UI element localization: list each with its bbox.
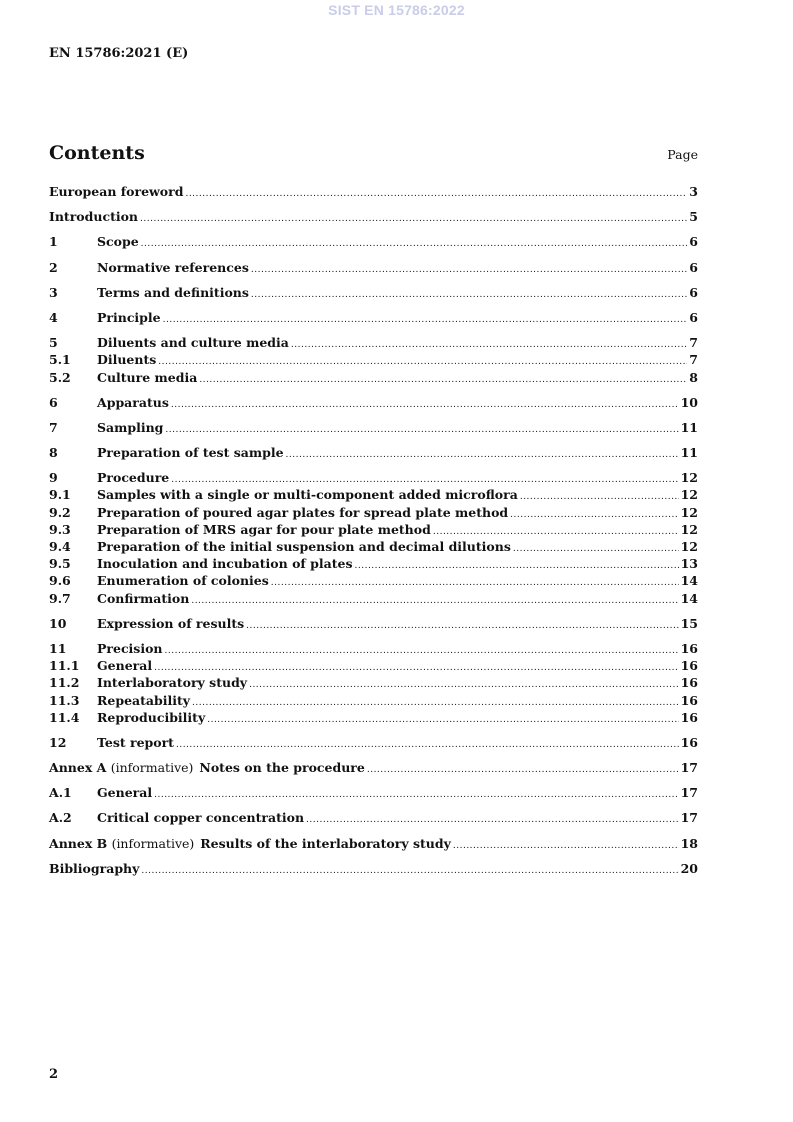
toc-entry-page: 7 xyxy=(689,352,698,368)
toc-entry-number: 9.2 xyxy=(49,504,71,520)
toc-entry[interactable] xyxy=(49,419,698,436)
toc-entry[interactable] xyxy=(49,284,698,301)
table-of-contents xyxy=(49,183,698,877)
toc-entry-number: 9.4 xyxy=(49,539,71,554)
toc-entry-page: 3 xyxy=(689,184,698,199)
toc-entry-page: 15 xyxy=(680,615,698,631)
toc-entry-page: 16 xyxy=(680,675,698,691)
dot-leader xyxy=(520,489,679,506)
dot-leader xyxy=(185,186,687,203)
page-number: 2 xyxy=(49,1067,59,1082)
toc-entry-title: Enumeration of colonies xyxy=(97,573,269,589)
toc-entry-page: 12 xyxy=(680,521,698,537)
toc-entry[interactable] xyxy=(49,504,698,521)
toc-entry-title: Inoculation and incubation of plates xyxy=(97,556,353,572)
toc-entry-title: Diluents and culture media xyxy=(97,335,289,351)
toc-entry-title: Samples with a single or multi-component added microflora xyxy=(97,487,518,503)
dot-leader xyxy=(158,354,687,371)
toc-entry[interactable] xyxy=(49,657,698,674)
dot-leader xyxy=(271,575,679,592)
dot-leader xyxy=(154,787,678,804)
toc-entry-page: 6 xyxy=(689,259,698,275)
toc-entry-page: 16 xyxy=(680,734,698,750)
dot-leader xyxy=(176,737,679,754)
toc-entry-page: 16 xyxy=(680,658,698,674)
dot-leader xyxy=(171,397,679,414)
annex-label: Annex B xyxy=(49,835,108,851)
toc-entry-title: Reproducibility xyxy=(97,709,206,725)
toc-entry-number: 5.2 xyxy=(49,369,71,385)
toc-entry-number: 6 xyxy=(49,394,58,410)
toc-entry-page: 17 xyxy=(680,785,698,801)
toc-entry-number: 8 xyxy=(49,445,58,461)
toc-entry-page: 6 xyxy=(689,284,698,300)
toc-entry-page: 12 xyxy=(680,487,698,503)
toc-entry-page: 11 xyxy=(680,419,698,435)
toc-annex-entry[interactable] xyxy=(49,835,698,852)
toc-entry-title: Scope xyxy=(97,234,139,250)
toc-entry-page: 16 xyxy=(680,692,698,708)
toc-entry[interactable] xyxy=(49,692,698,709)
toc-entry-title: Results of the interlaboratory study xyxy=(200,835,451,851)
dot-leader xyxy=(192,695,679,712)
dot-leader xyxy=(286,447,679,464)
toc-entry-page: 10 xyxy=(680,394,698,410)
toc-entry[interactable] xyxy=(49,351,698,368)
toc-entry-number: 10 xyxy=(49,615,67,631)
toc-entry[interactable] xyxy=(49,183,698,200)
toc-entry-title: Interlaboratory study xyxy=(97,675,248,691)
dot-leader xyxy=(510,507,678,524)
toc-entry-number: 9 xyxy=(49,470,58,486)
toc-entry-number: 9.6 xyxy=(49,573,71,589)
toc-entry[interactable] xyxy=(49,394,698,411)
dot-leader xyxy=(246,618,678,635)
toc-entry-title: Normative references xyxy=(97,259,249,275)
dot-leader xyxy=(251,262,687,279)
toc-entry[interactable] xyxy=(49,860,698,877)
annex-qualifier: (informative) xyxy=(110,760,194,776)
toc-entry[interactable] xyxy=(49,674,698,691)
watermark: SIST EN 15786:2022 xyxy=(328,2,465,18)
toc-entry-number: 1 xyxy=(49,234,58,250)
toc-entry[interactable] xyxy=(49,615,698,632)
toc-entry[interactable] xyxy=(49,309,698,326)
toc-entry-number: 11 xyxy=(49,640,67,656)
toc-entry-title: Principle xyxy=(97,309,161,325)
toc-entry-title: Preparation of poured agar plates for spread plate method xyxy=(97,504,509,520)
toc-entry-title: Expression of results xyxy=(97,615,245,631)
toc-entry-title: Sampling xyxy=(97,419,164,435)
toc-entry-number: 3 xyxy=(49,284,58,300)
toc-entry-number: 5.1 xyxy=(49,352,71,368)
toc-entry[interactable] xyxy=(49,486,698,503)
toc-entry-page: 20 xyxy=(680,860,698,876)
dot-leader xyxy=(513,541,679,558)
toc-entry-page: 5 xyxy=(689,209,698,225)
toc-entry-title: Preparation of the initial suspension and decimal dilutions xyxy=(97,539,511,554)
toc-entry-title: General xyxy=(97,785,153,801)
dot-leader xyxy=(165,643,679,660)
toc-entry-title: Critical copper concentration xyxy=(97,810,305,826)
toc-entry-page: 17 xyxy=(680,760,698,776)
toc-entry-number: 9.7 xyxy=(49,590,71,606)
toc-entry[interactable] xyxy=(49,259,698,276)
toc-entry-title: Culture media xyxy=(97,369,198,385)
dot-leader xyxy=(306,812,679,829)
dot-leader xyxy=(453,838,679,855)
toc-entry-title: Notes on the procedure xyxy=(199,760,365,776)
dot-leader xyxy=(249,677,679,694)
toc-entry-number: A.2 xyxy=(49,810,72,826)
toc-entry-title: Apparatus xyxy=(97,394,169,410)
toc-entry-number: 11.3 xyxy=(49,692,80,708)
toc-entry[interactable] xyxy=(49,784,698,801)
dot-leader xyxy=(191,593,678,610)
toc-entry-title: Preparation of test sample xyxy=(97,445,284,461)
toc-entry-page: 6 xyxy=(689,309,698,325)
toc-annex-title xyxy=(49,759,365,776)
dot-leader xyxy=(141,236,688,253)
annex-label: Annex A xyxy=(49,760,107,776)
dot-leader xyxy=(141,863,678,880)
toc-entry-number: 9.5 xyxy=(49,556,71,572)
toc-entry[interactable] xyxy=(49,521,698,538)
toc-entry-title: Confirmation xyxy=(97,590,190,606)
toc-entry[interactable] xyxy=(49,233,698,250)
toc-entry-page: 18 xyxy=(680,835,698,851)
toc-entry-page: 14 xyxy=(680,573,698,589)
page-column-label: Page xyxy=(667,147,698,162)
toc-entry-number: 5 xyxy=(49,335,58,351)
toc-entry[interactable] xyxy=(49,590,698,607)
toc-entry-page: 8 xyxy=(689,369,698,385)
toc-entry[interactable] xyxy=(49,555,698,572)
toc-entry-page: 16 xyxy=(680,640,698,656)
toc-entry-title: European foreword xyxy=(49,184,184,199)
toc-entry-number: 7 xyxy=(49,419,58,435)
dot-leader xyxy=(355,558,679,575)
dot-leader xyxy=(140,211,687,228)
toc-entry-page: 6 xyxy=(689,234,698,250)
toc-entry-title: Bibliography xyxy=(49,860,140,876)
toc-entry-title: Preparation of MRS agar for pour plate method xyxy=(97,521,431,537)
contents-title: Contents xyxy=(49,142,145,164)
toc-entry-title: Precision xyxy=(97,640,163,656)
toc-entry[interactable] xyxy=(49,538,698,555)
annex-qualifier: (informative) xyxy=(111,835,195,851)
toc-entry[interactable] xyxy=(49,444,698,461)
toc-entry-page: 13 xyxy=(680,556,698,572)
dot-leader xyxy=(251,287,687,304)
toc-entry[interactable] xyxy=(49,572,698,589)
toc-entry[interactable] xyxy=(49,640,698,657)
toc-annex-title xyxy=(49,835,451,852)
toc-entry-page: 12 xyxy=(680,504,698,520)
toc-entry-title: Repeatability xyxy=(97,692,191,708)
toc-entry[interactable] xyxy=(49,334,698,351)
toc-entry-title: Procedure xyxy=(97,470,170,486)
toc-entry-number: 9.1 xyxy=(49,487,71,503)
toc-entry-number: 11.4 xyxy=(49,709,80,725)
toc-entry-number: 11.2 xyxy=(49,675,80,691)
document-id: EN 15786:2021 (E) xyxy=(49,46,189,61)
toc-entry[interactable] xyxy=(49,469,698,486)
toc-annex-entry[interactable] xyxy=(49,759,698,776)
toc-entry-page: 12 xyxy=(680,470,698,486)
toc-entry-page: 17 xyxy=(680,810,698,826)
dot-leader xyxy=(165,422,678,439)
toc-entry-number: 12 xyxy=(49,734,67,750)
toc-entry-page: 12 xyxy=(680,539,698,554)
toc-entry-number: 2 xyxy=(49,259,58,275)
toc-entry-title: Terms and definitions xyxy=(97,284,249,300)
toc-entry-title: General xyxy=(97,658,153,674)
toc-entry-page: 16 xyxy=(680,709,698,725)
dot-leader xyxy=(207,712,678,729)
toc-entry-title: Test report xyxy=(97,734,174,750)
toc-entry-number: 11.1 xyxy=(49,658,80,674)
toc-entry-number: 4 xyxy=(49,309,58,325)
toc-entry-page: 14 xyxy=(680,590,698,606)
toc-entry[interactable] xyxy=(49,734,698,751)
toc-entry[interactable] xyxy=(49,709,698,726)
toc-entry-title: Introduction xyxy=(49,209,139,225)
toc-entry[interactable] xyxy=(49,369,698,386)
toc-entry-title: Diluents xyxy=(97,352,157,368)
dot-leader xyxy=(199,372,687,389)
toc-entry[interactable] xyxy=(49,208,698,225)
toc-entry-number: A.1 xyxy=(49,785,72,801)
dot-leader xyxy=(291,337,687,354)
toc-entry-number: 9.3 xyxy=(49,521,71,537)
toc-entry-page: 11 xyxy=(680,445,698,461)
toc-entry-page: 7 xyxy=(689,335,698,351)
toc-entry[interactable] xyxy=(49,809,698,826)
dot-leader xyxy=(367,762,679,779)
dot-leader xyxy=(163,312,688,329)
